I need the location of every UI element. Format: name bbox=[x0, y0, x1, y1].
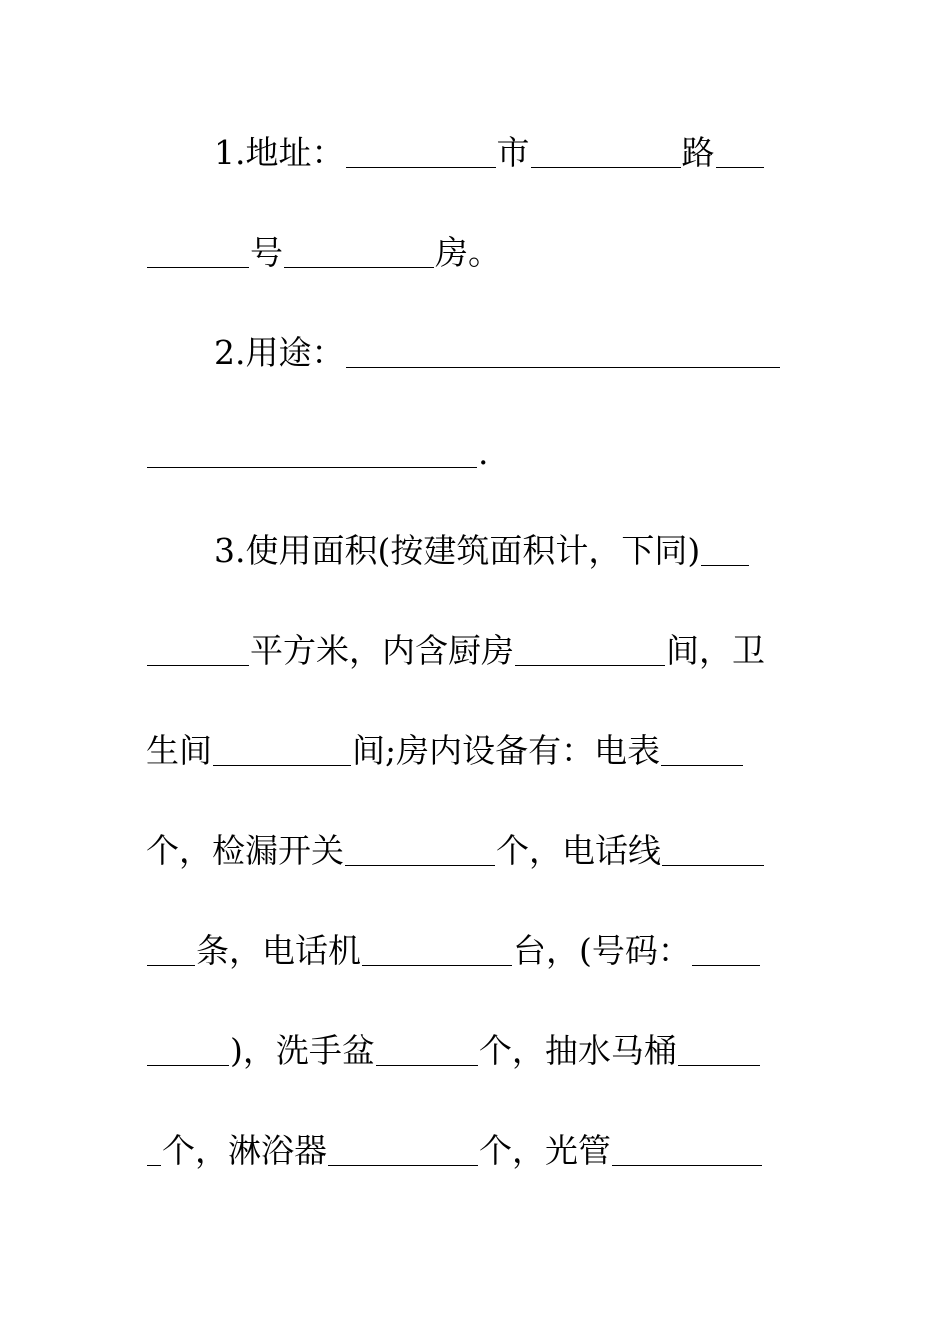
bathroom-blank[interactable] bbox=[213, 729, 351, 766]
equipment-line-2 bbox=[146, 823, 796, 879]
city-blank[interactable] bbox=[346, 131, 496, 168]
usage-period: . bbox=[478, 433, 489, 472]
toilet-blank-start[interactable] bbox=[678, 1029, 760, 1066]
area-blank-start[interactable] bbox=[701, 529, 749, 566]
kitchen-label: 平方米，内含厨房 bbox=[250, 631, 514, 670]
city-suffix: 市 bbox=[496, 133, 530, 172]
kitchen-blank[interactable] bbox=[515, 629, 665, 666]
leak-switch-blank[interactable] bbox=[345, 829, 495, 866]
address-line-1 bbox=[214, 125, 864, 181]
basin-label: )，洗手盆 bbox=[230, 1031, 375, 1070]
equipment-line-4 bbox=[146, 1023, 796, 1079]
usage-label: 2.用途： bbox=[214, 333, 345, 372]
phone-line-label: 个，电话线 bbox=[496, 831, 661, 870]
usage-blank-start[interactable] bbox=[346, 331, 780, 368]
toilet-label: 个，抽水马桶 bbox=[478, 1031, 677, 1070]
usage-blank-end[interactable] bbox=[147, 431, 477, 468]
room-blank[interactable] bbox=[284, 231, 434, 268]
address-line-2 bbox=[146, 225, 796, 281]
meter-label: 间;房内设备有：电表 bbox=[352, 731, 661, 770]
number-suffix: 号 bbox=[250, 233, 283, 272]
phone-blank[interactable] bbox=[362, 929, 512, 966]
usage-line-1 bbox=[214, 325, 864, 381]
meter-blank[interactable] bbox=[661, 729, 743, 766]
road-suffix: 路 bbox=[681, 133, 715, 172]
phone-number-blank-end[interactable] bbox=[147, 1029, 229, 1066]
phone-line-blank-end[interactable] bbox=[147, 929, 195, 966]
basin-blank[interactable] bbox=[376, 1029, 478, 1066]
light-tube-blank[interactable] bbox=[612, 1129, 762, 1166]
phone-line-blank-start[interactable] bbox=[662, 829, 764, 866]
equipment-line-5 bbox=[146, 1123, 796, 1179]
road-blank[interactable] bbox=[531, 131, 681, 168]
shower-label: 个，淋浴器 bbox=[162, 1131, 327, 1170]
usage-line-2 bbox=[146, 425, 796, 481]
room-suffix: 房。 bbox=[435, 233, 501, 272]
phone-label: 条，电话机 bbox=[196, 931, 361, 970]
shower-blank[interactable] bbox=[328, 1129, 478, 1166]
area-blank-end[interactable] bbox=[147, 629, 249, 666]
phone-number-label: 台，(号码： bbox=[513, 931, 691, 970]
toilet-blank-end[interactable] bbox=[147, 1129, 161, 1166]
number-blank-start[interactable] bbox=[716, 131, 764, 168]
bathroom-label-end: 生间 bbox=[146, 731, 212, 770]
area-line-1 bbox=[214, 523, 864, 579]
light-tube-label: 个，光管 bbox=[479, 1131, 611, 1170]
number-blank-end[interactable] bbox=[147, 231, 249, 268]
phone-number-blank-start[interactable] bbox=[692, 929, 760, 966]
leak-switch-label: 个，检漏开关 bbox=[146, 831, 344, 870]
area-label: 3.使用面积(按建筑面积计，下同) bbox=[214, 531, 701, 570]
area-line-2 bbox=[146, 623, 796, 679]
equipment-line-1 bbox=[146, 723, 796, 779]
bathroom-label-start: 间，卫 bbox=[666, 631, 765, 670]
address-label: 1.地址： bbox=[214, 133, 345, 172]
equipment-line-3 bbox=[146, 923, 796, 979]
